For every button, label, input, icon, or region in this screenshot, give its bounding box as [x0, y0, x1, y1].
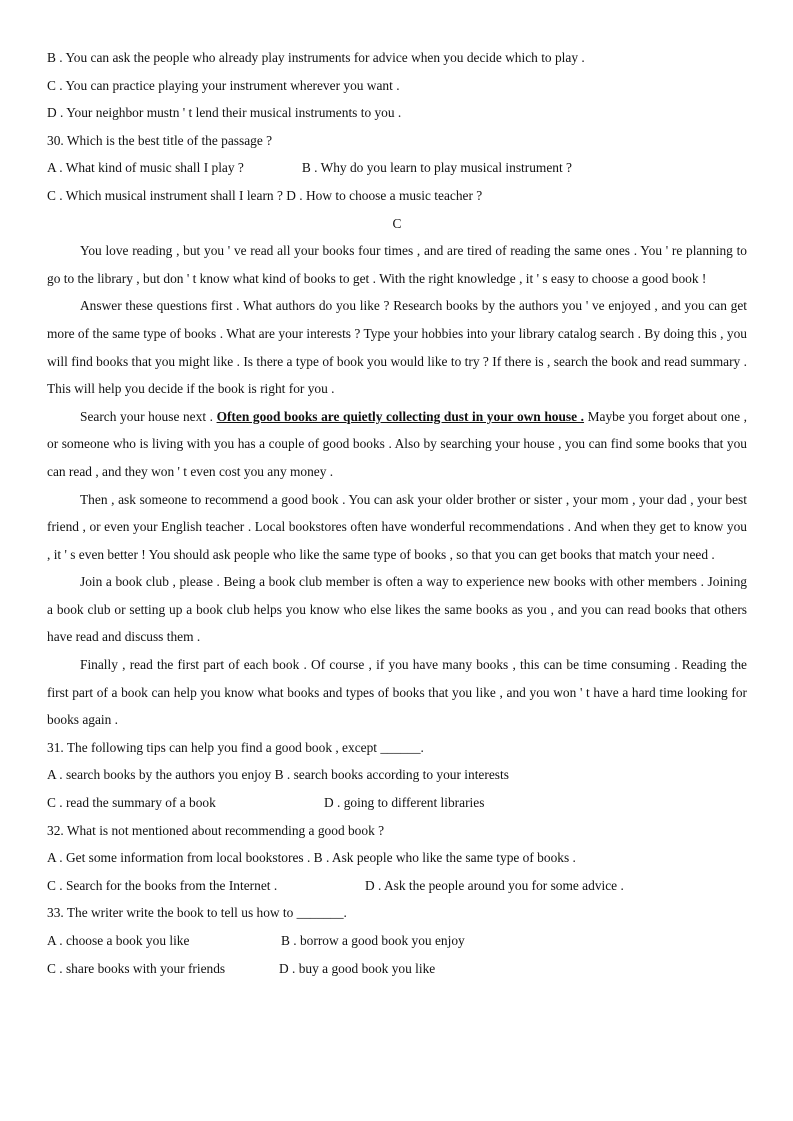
q32-question: 32. What is not mentioned about recommending a good book ?: [47, 822, 385, 838]
q30-option-d: D . How to choose a music teacher ?: [286, 187, 483, 203]
q32-option-d: D . Ask the people around you for some advice .: [365, 877, 624, 893]
q30-option-a: A . What kind of music shall I play ?: [47, 160, 244, 176]
q33-option-b: B . borrow a good book you enjoy: [281, 933, 465, 948]
q32-option-a: A . Get some information from local bookstores .: [47, 850, 311, 866]
q31-question: 31. The following tips can help you find a good book , except ______.: [47, 739, 424, 755]
q30-option-b: B . Why do you learn to play musical instrument ?: [301, 160, 572, 176]
q29-option-b: B . You can ask the people who already play instruments for advice when you decide which to play .: [47, 50, 585, 65]
q33-option-c: C . share books with your friends: [47, 960, 226, 976]
q33-option-d: D . buy a good book you like: [279, 960, 436, 976]
q33-options-ab: [47, 927, 747, 955]
q31-option-a: A . search books by the authors you enjoy: [47, 767, 272, 783]
section-label: C: [392, 215, 402, 231]
passage-paragraph-5: Join a book club , please . Being a book club member is often a way to experience new books with other members . Joining a book club or setting up a book club helps you know who else likes the same books as you , and you can read books that others have read and discuss them .: [47, 574, 747, 645]
q33-options-cd: [47, 955, 747, 983]
q30-options-cd: [47, 182, 747, 210]
passage-paragraph-3: [47, 403, 747, 486]
exam-page: [47, 44, 747, 982]
passage-paragraph-4: Then , ask someone to recommend a good book . You can ask your older brother or sister , your mom , your dad , your best friend , or even your English teacher . Local bookstores often have wonderful recommendations . And when they get to know you , it ' s even better ! You should ask people who like the same type of books , so that you can get books that match your need .: [47, 491, 747, 562]
q31-option-d: D . going to different libraries: [324, 795, 485, 811]
q31-option-c: C . read the summary of a book: [47, 795, 216, 811]
passage-paragraph-2: Answer these questions first . What authors do you like ? Research books by the authors you ' ve enjoyed , and you can get more of the same type of books . What are your interests ? Type your hobbies into your library catalog search . By doing this , you will find books that you might like . Is there a type of book you would like to try ? If there is , search the book and read summary . This will help you decide if the book is right for you .: [47, 298, 747, 397]
underlined-sentence: Often good books are quietly collecting dust in your own house .: [216, 408, 585, 424]
q30-options-ab: [47, 154, 747, 182]
q33-option-a: A . choose a book you like: [47, 933, 190, 948]
q29-option-d: D . Your neighbor mustn ' t lend their musical instruments to you .: [47, 105, 402, 121]
q29-option-c: C . You can practice playing your instrument wherever you want .: [47, 77, 400, 93]
q32-options-ab: [47, 844, 747, 872]
q33-question: 33. The writer write the book to tell us how to _______.: [47, 905, 347, 921]
q32-option-b: B . Ask people who like the same type of books .: [313, 850, 576, 866]
q31-options-cd: [47, 789, 747, 817]
q31-options-ab: [47, 761, 747, 789]
q31-option-b: B . search books according to your interests: [274, 767, 509, 783]
passage-paragraph-6: Finally , read the first part of each book . Of course , if you have many books , this can be time consuming . Reading the first part of a book can help you know what books and types of books that you like , and you won ' t have a hard time looking for books again .: [47, 657, 747, 728]
q30-question: 30. Which is the best title of the passage ?: [47, 132, 273, 148]
paragraph-3-end: Maybe you forget about one , or someone who is living with you has a couple of good books . Also by searching your house , you can find some books that you can read , and they won ' t even cost you any money .: [47, 408, 747, 479]
paragraph-3-start: Search your house next .: [80, 408, 217, 424]
q32-options-cd: [47, 872, 747, 900]
q32-option-c: C . Search for the books from the Internet .: [47, 877, 278, 893]
q30-option-c: C . Which musical instrument shall I learn ?: [47, 187, 283, 203]
passage-paragraph-1: You love reading , but you ' ve read all your books four times , and are tired of reading the same ones . You ' re planning to go to the library , but don ' t know what kind of books to get . With the right knowledge , it ' s easy to choose a good book !: [47, 243, 747, 286]
